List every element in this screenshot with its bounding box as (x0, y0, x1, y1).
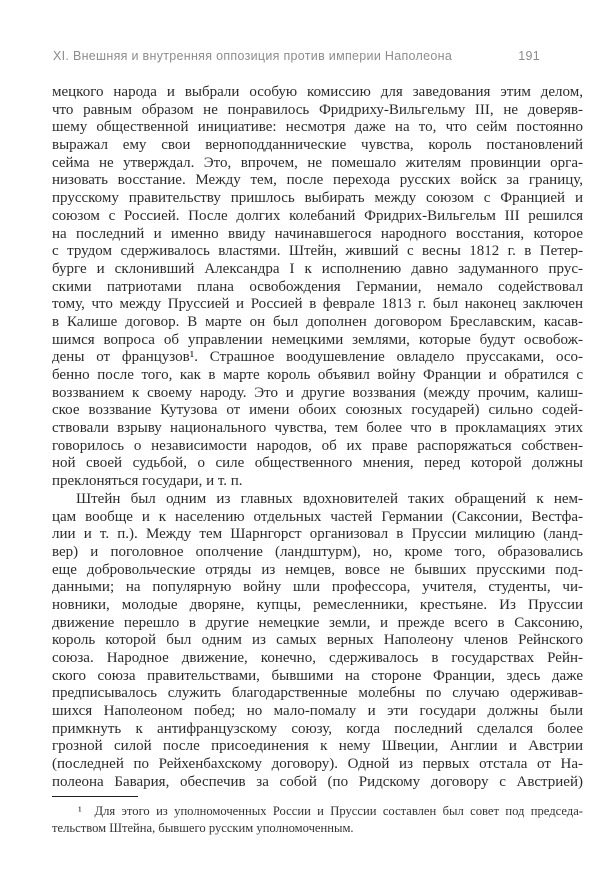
text-line: скими патриотами плана освобождения Германии, немало содействовал (52, 278, 583, 295)
text-line: сейма не утверждал. Это, впрочем, не помешало жителям провинции орга- (52, 154, 583, 171)
text-line: бенно после того, как в марте король объявил войну Франции и обратился с (52, 367, 583, 383)
text-line: прусскому правительству пришлось выбирать между союзом с Францией и (52, 190, 583, 207)
text-line: ¹ Для этого из уполномоченных России и Пруссии составлен был совет под председа- (78, 804, 583, 818)
text-line: шему общественной инициативе: несмотря даже на то, что сейм постоянно (52, 119, 583, 136)
chapter-title: XI. Внешняя и внутренняя оппозиция против империи Наполеона (53, 49, 453, 63)
text-line: воззванием к своему народу. Это и другие воззвания (между прочим, калиш- (52, 384, 583, 401)
paragraph (52, 84, 583, 491)
text-line: преклоняться государи, и т. п. (52, 473, 243, 490)
text-line: (последней по Рейхенбахскому договору). Одной из первых отстала от На- (52, 756, 583, 773)
text-line: Штейн был одним из главных вдохновителей таких обращений к нем- (76, 490, 583, 507)
text-line: шихся Наполеоном побед; но мало-помалу и эти государи должны были (52, 703, 583, 720)
text-line: тому, что между Пруссией и Россией в феврале 1813 г. был наконец заключен (52, 296, 583, 313)
text-line: низовать восстание. Между тем, после перехода русских войск за границу, (52, 172, 583, 189)
text-line: шимся вопроса об управлении немецкими землями, которые будут освобож- (52, 331, 583, 348)
text-line: в Калише договор. В марте он был дополнен договором Бреславским, касав- (52, 313, 583, 330)
text-line: ского союза правительствами, бывшими на стороне Франции, здесь даже (52, 667, 583, 684)
running-head (53, 49, 540, 63)
text-line: говорилось о независимости народов, об их праве распоряжаться собствен- (52, 437, 583, 454)
text-line: бурге и склонивший Александра I к исполнению давно задуманного прус- (52, 260, 583, 277)
text-line: лии и т. п.). Между тем Шарнгорст организовал в Пруссии милицию (ланд- (52, 526, 583, 543)
body-text (52, 84, 583, 792)
text-line: ское воззвание Кутузова от имени обоих союзных государей) сильно содей- (52, 402, 583, 419)
footnote (52, 803, 583, 836)
paragraph (52, 491, 583, 792)
text-line: движение перешло в другие немецкие земли, и прежде всего в Саксонию, (52, 614, 583, 631)
text-line: дены от французов¹. Страшное воодушевление овладело пруссаками, осо- (52, 349, 583, 366)
footnote-divider (52, 796, 138, 797)
text-line: ной своей судьбой, о силе общественного мнения, перед которой должны (52, 455, 583, 472)
text-line: что равным образом не понравилось Фридриху-Вильгельму III, не доверяв- (52, 101, 583, 118)
text-line: грозной силой после присоединения к нему Швеции, Англии и Австрии (52, 738, 583, 755)
text-line: вер) и поголовное ополчение (ландштурм), но, кроме того, образовались (52, 543, 583, 560)
text-line: новники, молодые дворяне, купцы, ремесленники, крестьяне. Из Пруссии (52, 596, 583, 613)
text-line: выражал ему свои верноподданнические чувства, король постановлений (52, 137, 583, 154)
text-line: союза. Народное движение, конечно, сдерживалось в государствах Рейн- (52, 650, 583, 666)
text-line: ствовали взрыву национального чувства, тем более что в прокламациях этих (52, 420, 583, 437)
page-number: 191 (518, 49, 540, 63)
text-line: союзом с Россией. После долгих колебаний Фридрих-Вильгельм III решился (52, 207, 583, 224)
text-line: на последний и именно ввиду начинавшегося народного восстания, которое (52, 225, 583, 242)
text-line: еще добровольческие отряды из немцев, вовсе не бывших прусскими под- (52, 561, 583, 578)
text-line: полеона Бавария, обеспечив за собой (по Ридскому договору с Австрией) (52, 773, 583, 790)
text-line: примкнуть к антифранцузскому союзу, когда последний сделался более (52, 720, 583, 737)
text-line: данными; на популярную войну шли профессора, учителя, студенты, чи- (52, 579, 583, 596)
text-line: мецкого народа и выбрали особую комиссию для заведования этим делом, (52, 84, 583, 100)
text-line: цам вообще и к населению отдельных частей Германии (Саксонии, Вестфа- (52, 508, 583, 525)
text-line: тельством Штейна, бывшего русским уполномоченным. (52, 820, 354, 835)
text-line: король которой был одним из самых верных Наполеону членов Рейнского (52, 632, 583, 649)
text-line: предписывалось служить благодарственные молебны по случаю одерживав- (52, 685, 583, 702)
text-line: с трудом сдерживалось властями. Штейн, живший с весны 1812 г. в Петер- (52, 243, 583, 260)
